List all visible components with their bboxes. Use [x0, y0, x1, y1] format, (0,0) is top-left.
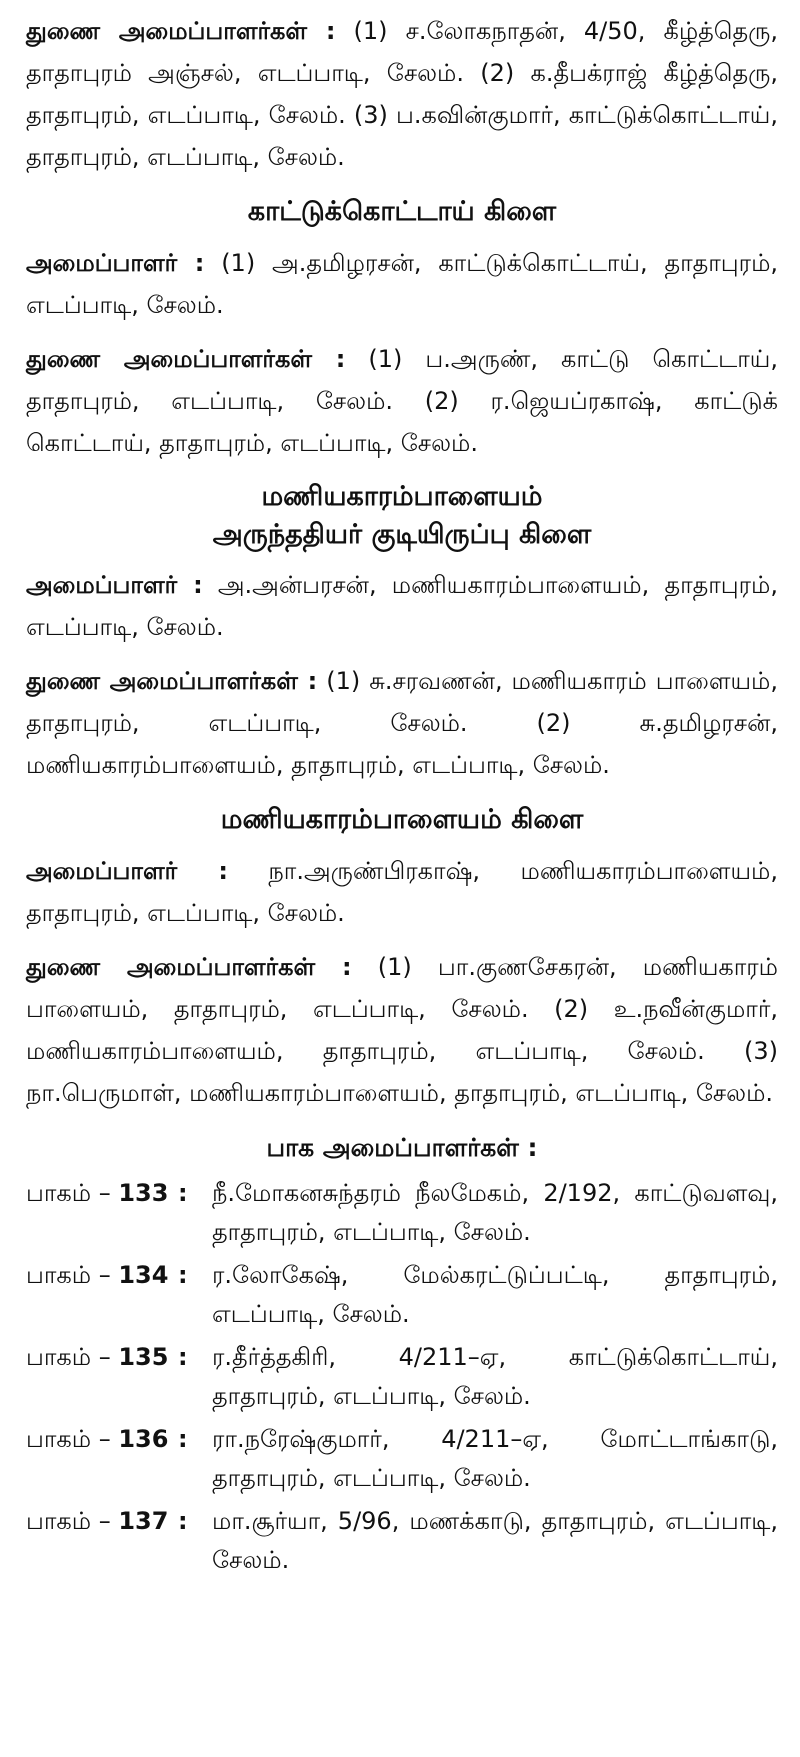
- booth-row: [26, 1174, 778, 1252]
- booth-detail: நீ.மோகனசுந்தரம் நீலமேகம், 2/192, காட்டுவளவு, தாதாபுரம், எடப்பாடி, சேலம்.: [212, 1179, 778, 1246]
- deputy-organisers-label: துணை அமைப்பாளர்கள் :: [26, 345, 346, 373]
- organiser-text: (1) அ.தமிழரசன், காட்டுக்கொட்டாய், தாதாபுரம், எடப்பாடி, சேலம்.: [26, 249, 779, 319]
- booth-detail: ரா.நரேஷ்குமார், 4/211–ஏ, மோட்டாங்காடு, தாதாபுரம், எடப்பாடி, சேலம்.: [212, 1425, 778, 1492]
- organiser-label: அமைப்பாளர் :: [26, 249, 205, 277]
- booth-colon: :: [178, 1261, 188, 1289]
- booth-number: [26, 1256, 178, 1334]
- booth-label: பாகம் –: [26, 1425, 111, 1453]
- booth-row: [26, 1502, 778, 1580]
- deputy-organisers-paragraph: [26, 946, 778, 1114]
- branch-section: [26, 800, 778, 1114]
- deputy-organisers-paragraph: [26, 660, 778, 786]
- booth-number: [26, 1338, 178, 1416]
- branch-heading-line: காட்டுக்கொட்டாய் கிளை: [247, 196, 557, 227]
- deputy-organisers-label: துணை அமைப்பாளர்கள் :: [26, 17, 336, 45]
- booth-number-value: 134: [118, 1261, 169, 1289]
- booth-colon: :: [178, 1343, 188, 1371]
- deputy-organisers-text: (1) சு.சரவணன், மணியகாரம் பாளையம், தாதாபுரம், எடப்பாடி, சேலம். (2) சு.தமிழரசன், மணியகாரம்பாளையம், தாதாபுரம், எடப்பாடி, சேலம்.: [26, 667, 778, 779]
- booth-organisers-section: [26, 1128, 778, 1580]
- booth-colon: :: [178, 1425, 188, 1453]
- booth-number-value: 136: [118, 1425, 169, 1453]
- branch-section: [26, 478, 778, 786]
- booth-organisers-heading: பாக அமைப்பாளர்கள் :: [266, 1133, 538, 1162]
- branch-heading-line: மணியகாரம்பாளையம்: [261, 481, 543, 512]
- booth-row: [26, 1338, 778, 1416]
- booth-label: பாகம் –: [26, 1261, 111, 1289]
- branch-heading-line: மணியகாரம்பாளையம் கிளை: [220, 804, 584, 835]
- branch-heading: [26, 192, 778, 232]
- booth-number: [26, 1420, 178, 1498]
- booth-number-value: 135: [118, 1343, 169, 1371]
- organiser-paragraph: [26, 850, 778, 934]
- booth-detail: ர.லோகேஷ், மேல்கரட்டுப்பட்டி, தாதாபுரம், எடப்பாடி, சேலம்.: [212, 1261, 778, 1328]
- booth-number-value: 137: [118, 1507, 169, 1535]
- booth-label: பாகம் –: [26, 1507, 111, 1535]
- booth-label: பாகம் –: [26, 1343, 111, 1371]
- organiser-paragraph: [26, 564, 778, 648]
- organiser-paragraph: [26, 242, 778, 326]
- deputy-organisers-label: துணை அமைப்பாளர்கள் :: [26, 667, 318, 695]
- deputy-organisers-text: (1) ப.அருண், காட்டு கொட்டாய், தாதாபுரம், எடப்பாடி, சேலம். (2) ர.ஜெயப்ரகாஷ், காட்டுக் கொட்டாய், தாதாபுரம், எடப்பாடி, சேலம்.: [26, 345, 778, 457]
- organiser-label: அமைப்பாளர் :: [26, 571, 203, 599]
- booth-number: [26, 1174, 178, 1252]
- booth-detail: ர.தீர்த்தகிரி, 4/211–ஏ, காட்டுக்கொட்டாய், தாதாபுரம், எடப்பாடி, சேலம்.: [212, 1343, 778, 1410]
- deputy-organisers-paragraph: [26, 10, 778, 178]
- organiser-text: நா.அருண்பிரகாஷ், மணியகாரம்பாளையம், தாதாபுரம், எடப்பாடி, சேலம்.: [26, 857, 778, 927]
- branch-heading: [26, 478, 778, 554]
- booth-detail: மா.சூர்யா, 5/96, மணக்காடு, தாதாபுரம், எடப்பாடி, சேலம்.: [212, 1507, 778, 1574]
- deputy-organisers-label: துணை அமைப்பாளர்கள் :: [26, 953, 352, 981]
- organiser-label: அமைப்பாளர் :: [26, 857, 228, 885]
- branch-heading: [26, 800, 778, 840]
- booth-number: [26, 1502, 178, 1580]
- branch-section: [26, 192, 778, 464]
- deputy-organisers-text: (1) ச.லோகநாதன், 4/50, கீழ்த்தெரு, தாதாபுரம் அஞ்சல், எடப்பாடி, சேலம். (2) க.தீபக்ராஜ் கீழ்த்தெரு, தாதாபுரம், எடப்பாடி, சேலம். (3) ப.கவின்குமார், காட்டுக்கொட்டாய், தாதாபுரம், எடப்பாடி, சேலம்.: [26, 17, 778, 171]
- deputy-organisers-text: (1) பா.குணசேகரன், மணியகாரம் பாளையம், தாதாபுரம், எடப்பாடி, சேலம். (2) உ.நவீன்குமார், மணியகாரம்பாளையம், தாதாபுரம், எடப்பாடி, சேலம். (3) நா.பெருமாள், மணியகாரம்பாளையம், தாதாபுரம், எடப்பாடி, சேலம்.: [26, 953, 778, 1107]
- organiser-text: அ.அன்பரசன், மணியகாரம்பாளையம், தாதாபுரம், எடப்பாடி, சேலம்.: [26, 571, 778, 641]
- booth-number-value: 133: [118, 1179, 169, 1207]
- branch-heading-line: அருந்ததியர் குடியிருப்பு கிளை: [212, 519, 592, 550]
- booth-row: [26, 1256, 778, 1334]
- booth-colon: :: [178, 1507, 188, 1535]
- deputy-organisers-paragraph: [26, 338, 778, 464]
- booth-row: [26, 1420, 778, 1498]
- booth-label: பாகம் –: [26, 1179, 111, 1207]
- booth-colon: :: [178, 1179, 188, 1207]
